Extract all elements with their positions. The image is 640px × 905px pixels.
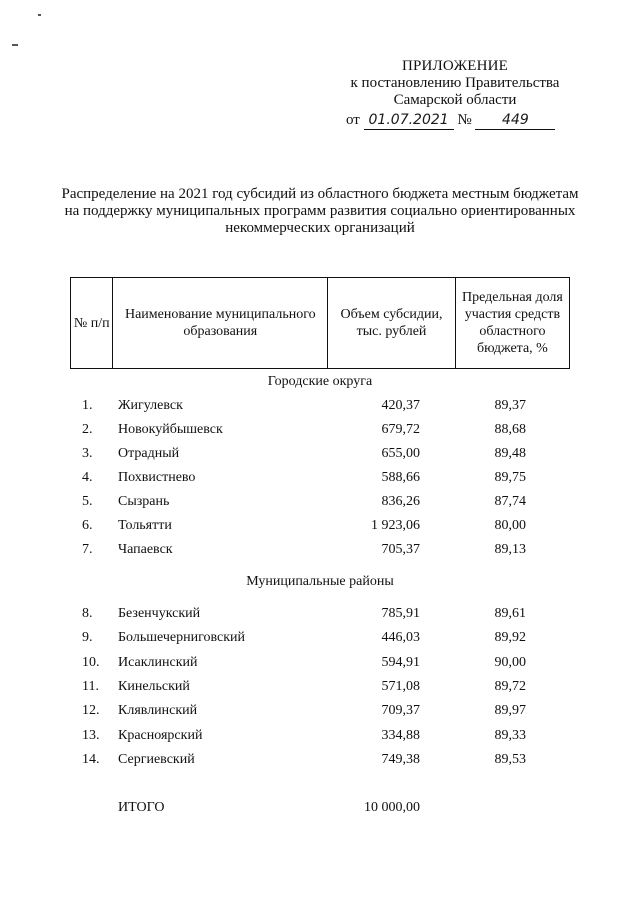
row-amount: 655,00 — [381, 446, 420, 461]
row-name: Отрадный — [118, 446, 180, 461]
row-share: 89,72 — [494, 679, 526, 694]
row-share: 88,68 — [494, 422, 526, 437]
row-name: Клявлинский — [118, 703, 198, 718]
appendix-line-1: к постановлению Правительства — [350, 75, 560, 91]
row-amount: 588,66 — [381, 470, 420, 485]
row-share: 89,92 — [494, 630, 526, 645]
row-name: Исаклинский — [118, 655, 198, 670]
row-name: Новокуйбышевск — [118, 422, 223, 437]
row-amount: 1 923,06 — [371, 518, 420, 533]
table-row — [70, 630, 570, 650]
row-amount: 749,38 — [381, 752, 420, 767]
handwritten-date: 01.07.2021 — [364, 112, 454, 130]
handwritten-number: 449 — [475, 112, 555, 130]
scan-speck — [12, 44, 18, 46]
row-number: 9. — [82, 630, 93, 645]
row-name: Красноярский — [118, 728, 203, 743]
row-amount: 420,37 — [381, 398, 420, 413]
table-row — [70, 422, 570, 442]
header-amount: Объем субсидии, тыс. рублей — [328, 278, 456, 369]
total-label: ИТОГО — [118, 800, 165, 815]
table-row — [70, 752, 570, 772]
row-amount: 836,26 — [381, 494, 420, 509]
row-number: 13. — [82, 728, 100, 743]
row-number: 4. — [82, 470, 93, 485]
date-prefix: от — [346, 112, 360, 128]
row-share: 89,33 — [494, 728, 526, 743]
row-name: Безенчукский — [118, 606, 201, 621]
table-row — [70, 494, 570, 514]
row-amount: 571,08 — [381, 679, 420, 694]
section-title: Муниципальные районы — [246, 574, 394, 589]
row-name: Большечерниговский — [118, 630, 246, 645]
row-name: Кинельский — [118, 679, 190, 694]
table-row — [70, 542, 570, 562]
row-amount: 679,72 — [381, 422, 420, 437]
section-title: Городские округа — [267, 374, 373, 389]
appendix-title: ПРИЛОЖЕНИЕ — [401, 58, 509, 74]
row-amount: 334,88 — [381, 728, 420, 743]
row-number: 1. — [82, 398, 93, 413]
row-amount: 709,37 — [381, 703, 420, 718]
row-number: 14. — [82, 752, 100, 767]
table-row — [70, 728, 570, 748]
row-share: 90,00 — [494, 655, 526, 670]
row-number: 12. — [82, 703, 100, 718]
row-name: Сергиевский — [118, 752, 195, 767]
row-number: 10. — [82, 655, 100, 670]
number-label: № — [457, 112, 472, 128]
table-row — [70, 446, 570, 466]
row-number: 5. — [82, 494, 93, 509]
table-row — [70, 606, 570, 626]
row-share: 89,61 — [494, 606, 526, 621]
table-row — [70, 470, 570, 490]
scan-speck — [38, 14, 41, 16]
row-share: 80,00 — [494, 518, 526, 533]
row-name: Похвистнево — [118, 470, 196, 485]
document-title: Распределение на 2021 год субсидий из областного бюджета местным бюджетам на поддержку муниципальных программ развития социально ориентированных некоммерческих организаций — [61, 186, 579, 236]
appendix-date-line — [346, 112, 566, 130]
row-amount: 785,91 — [381, 606, 420, 621]
row-number: 8. — [82, 606, 93, 621]
row-number: 3. — [82, 446, 93, 461]
table-row — [70, 655, 570, 675]
header-share: Предельная доля участия средств областного бюджета, % — [455, 278, 569, 369]
row-name: Сызрань — [118, 494, 170, 509]
row-amount: 594,91 — [381, 655, 420, 670]
appendix-block — [340, 58, 570, 128]
table-row — [70, 398, 570, 418]
row-share: 89,13 — [494, 542, 526, 557]
row-number: 6. — [82, 518, 93, 533]
table-row — [70, 679, 570, 699]
table-row — [70, 703, 570, 723]
header-name: Наименование муниципального образования — [113, 278, 328, 369]
row-amount: 705,37 — [381, 542, 420, 557]
row-name: Тольятти — [118, 518, 172, 533]
row-share: 89,97 — [494, 703, 526, 718]
row-amount: 446,03 — [381, 630, 420, 645]
row-number: 7. — [82, 542, 93, 557]
table-header — [70, 277, 570, 369]
row-share: 89,53 — [494, 752, 526, 767]
table-row — [70, 518, 570, 538]
row-share: 89,75 — [494, 470, 526, 485]
appendix-line-2: Самарской области — [393, 92, 517, 108]
row-number: 2. — [82, 422, 93, 437]
row-share: 89,37 — [494, 398, 526, 413]
total-amount: 10 000,00 — [364, 800, 420, 815]
row-name: Чапаевск — [118, 542, 173, 557]
header-number: № п/п — [71, 278, 113, 369]
row-name: Жигулевск — [118, 398, 183, 413]
row-number: 11. — [82, 679, 99, 694]
row-share: 89,48 — [494, 446, 526, 461]
row-share: 87,74 — [494, 494, 526, 509]
